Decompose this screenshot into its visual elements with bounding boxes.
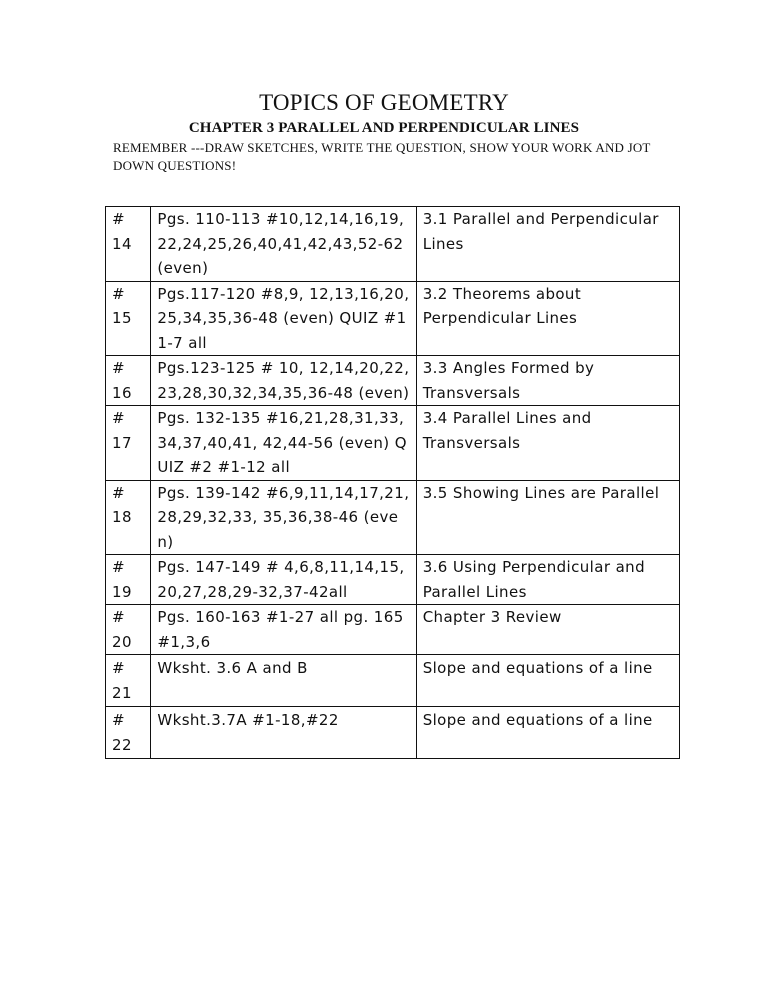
assignment-topic: 3.3 Angles Formed by Transversals xyxy=(416,356,679,406)
assignment-pages: Wksht.3.7A #1-18,#22 xyxy=(151,707,416,759)
assignment-table xyxy=(105,206,680,759)
assignment-number: # 19 xyxy=(106,555,151,605)
table-row xyxy=(106,555,680,605)
assignment-pages: Pgs. 132-135 #16,21,28,31,33,34,37,40,41, 42,44-56 (even) QUIZ #2 #1-12 all xyxy=(151,406,416,481)
assignment-topic: Slope and equations of a line xyxy=(416,655,679,707)
table-row xyxy=(106,480,680,555)
assignment-number: # 18 xyxy=(106,480,151,555)
assignment-pages: Pgs. 160-163 #1-27 all pg. 165 #1,3,6 xyxy=(151,605,416,655)
instructions-note: REMEMBER ---DRAW SKETCHES, WRITE THE QUESTION, SHOW YOUR WORK AND JOT DOWN QUESTIONS! xyxy=(113,140,651,173)
assignment-pages: Wksht. 3.6 A and B xyxy=(151,655,416,707)
assignment-number: # 17 xyxy=(106,406,151,481)
assignment-topic: Chapter 3 Review xyxy=(416,605,679,655)
assignment-topic: 3.6 Using Perpendicular and Parallel Lines xyxy=(416,555,679,605)
assignment-pages: Pgs. 110-113 #10,12,14,16,19,22,24,25,26,40,41,42,43,52-62 (even) xyxy=(151,207,416,282)
chapter-heading: CHAPTER 3 PARALLEL AND PERPENDICULAR LINES xyxy=(188,120,580,136)
assignment-number: # 15 xyxy=(106,281,151,356)
assignment-number: # 21 xyxy=(106,655,151,707)
table-row xyxy=(106,207,680,282)
assignment-topic: 3.5 Showing Lines are Parallel xyxy=(416,480,679,555)
page-title: TOPICS OF GEOMETRY xyxy=(259,90,509,115)
assignment-topic: 3.2 Theorems about Perpendicular Lines xyxy=(416,281,679,356)
assignment-number: # 14 xyxy=(106,207,151,282)
assignment-pages: Pgs. 139-142 #6,9,11,14,17,21,28,29,32,33, 35,36,38-46 (even) xyxy=(151,480,416,555)
assignment-topic: Slope and equations of a line xyxy=(416,707,679,759)
table-row xyxy=(106,281,680,356)
table-row xyxy=(106,356,680,406)
assignment-number: # 20 xyxy=(106,605,151,655)
assignment-pages: Pgs. 147-149 # 4,6,8,11,14,15,20,27,28,29-32,37-42all xyxy=(151,555,416,605)
table-row xyxy=(106,707,680,759)
assignment-pages: Pgs.123-125 # 10, 12,14,20,22,23,28,30,32,34,35,36-48 (even) xyxy=(151,356,416,406)
assignment-pages: Pgs.117-120 #8,9, 12,13,16,20,25,34,35,36-48 (even) QUIZ #1 1-7 all xyxy=(151,281,416,356)
table-row xyxy=(106,605,680,655)
assignment-topic: 3.4 Parallel Lines and Transversals xyxy=(416,406,679,481)
table-row xyxy=(106,655,680,707)
assignment-number: # 22 xyxy=(106,707,151,759)
assignment-topic: 3.1 Parallel and Perpendicular Lines xyxy=(416,207,679,282)
table-row xyxy=(106,406,680,481)
assignment-number: # 16 xyxy=(106,356,151,406)
